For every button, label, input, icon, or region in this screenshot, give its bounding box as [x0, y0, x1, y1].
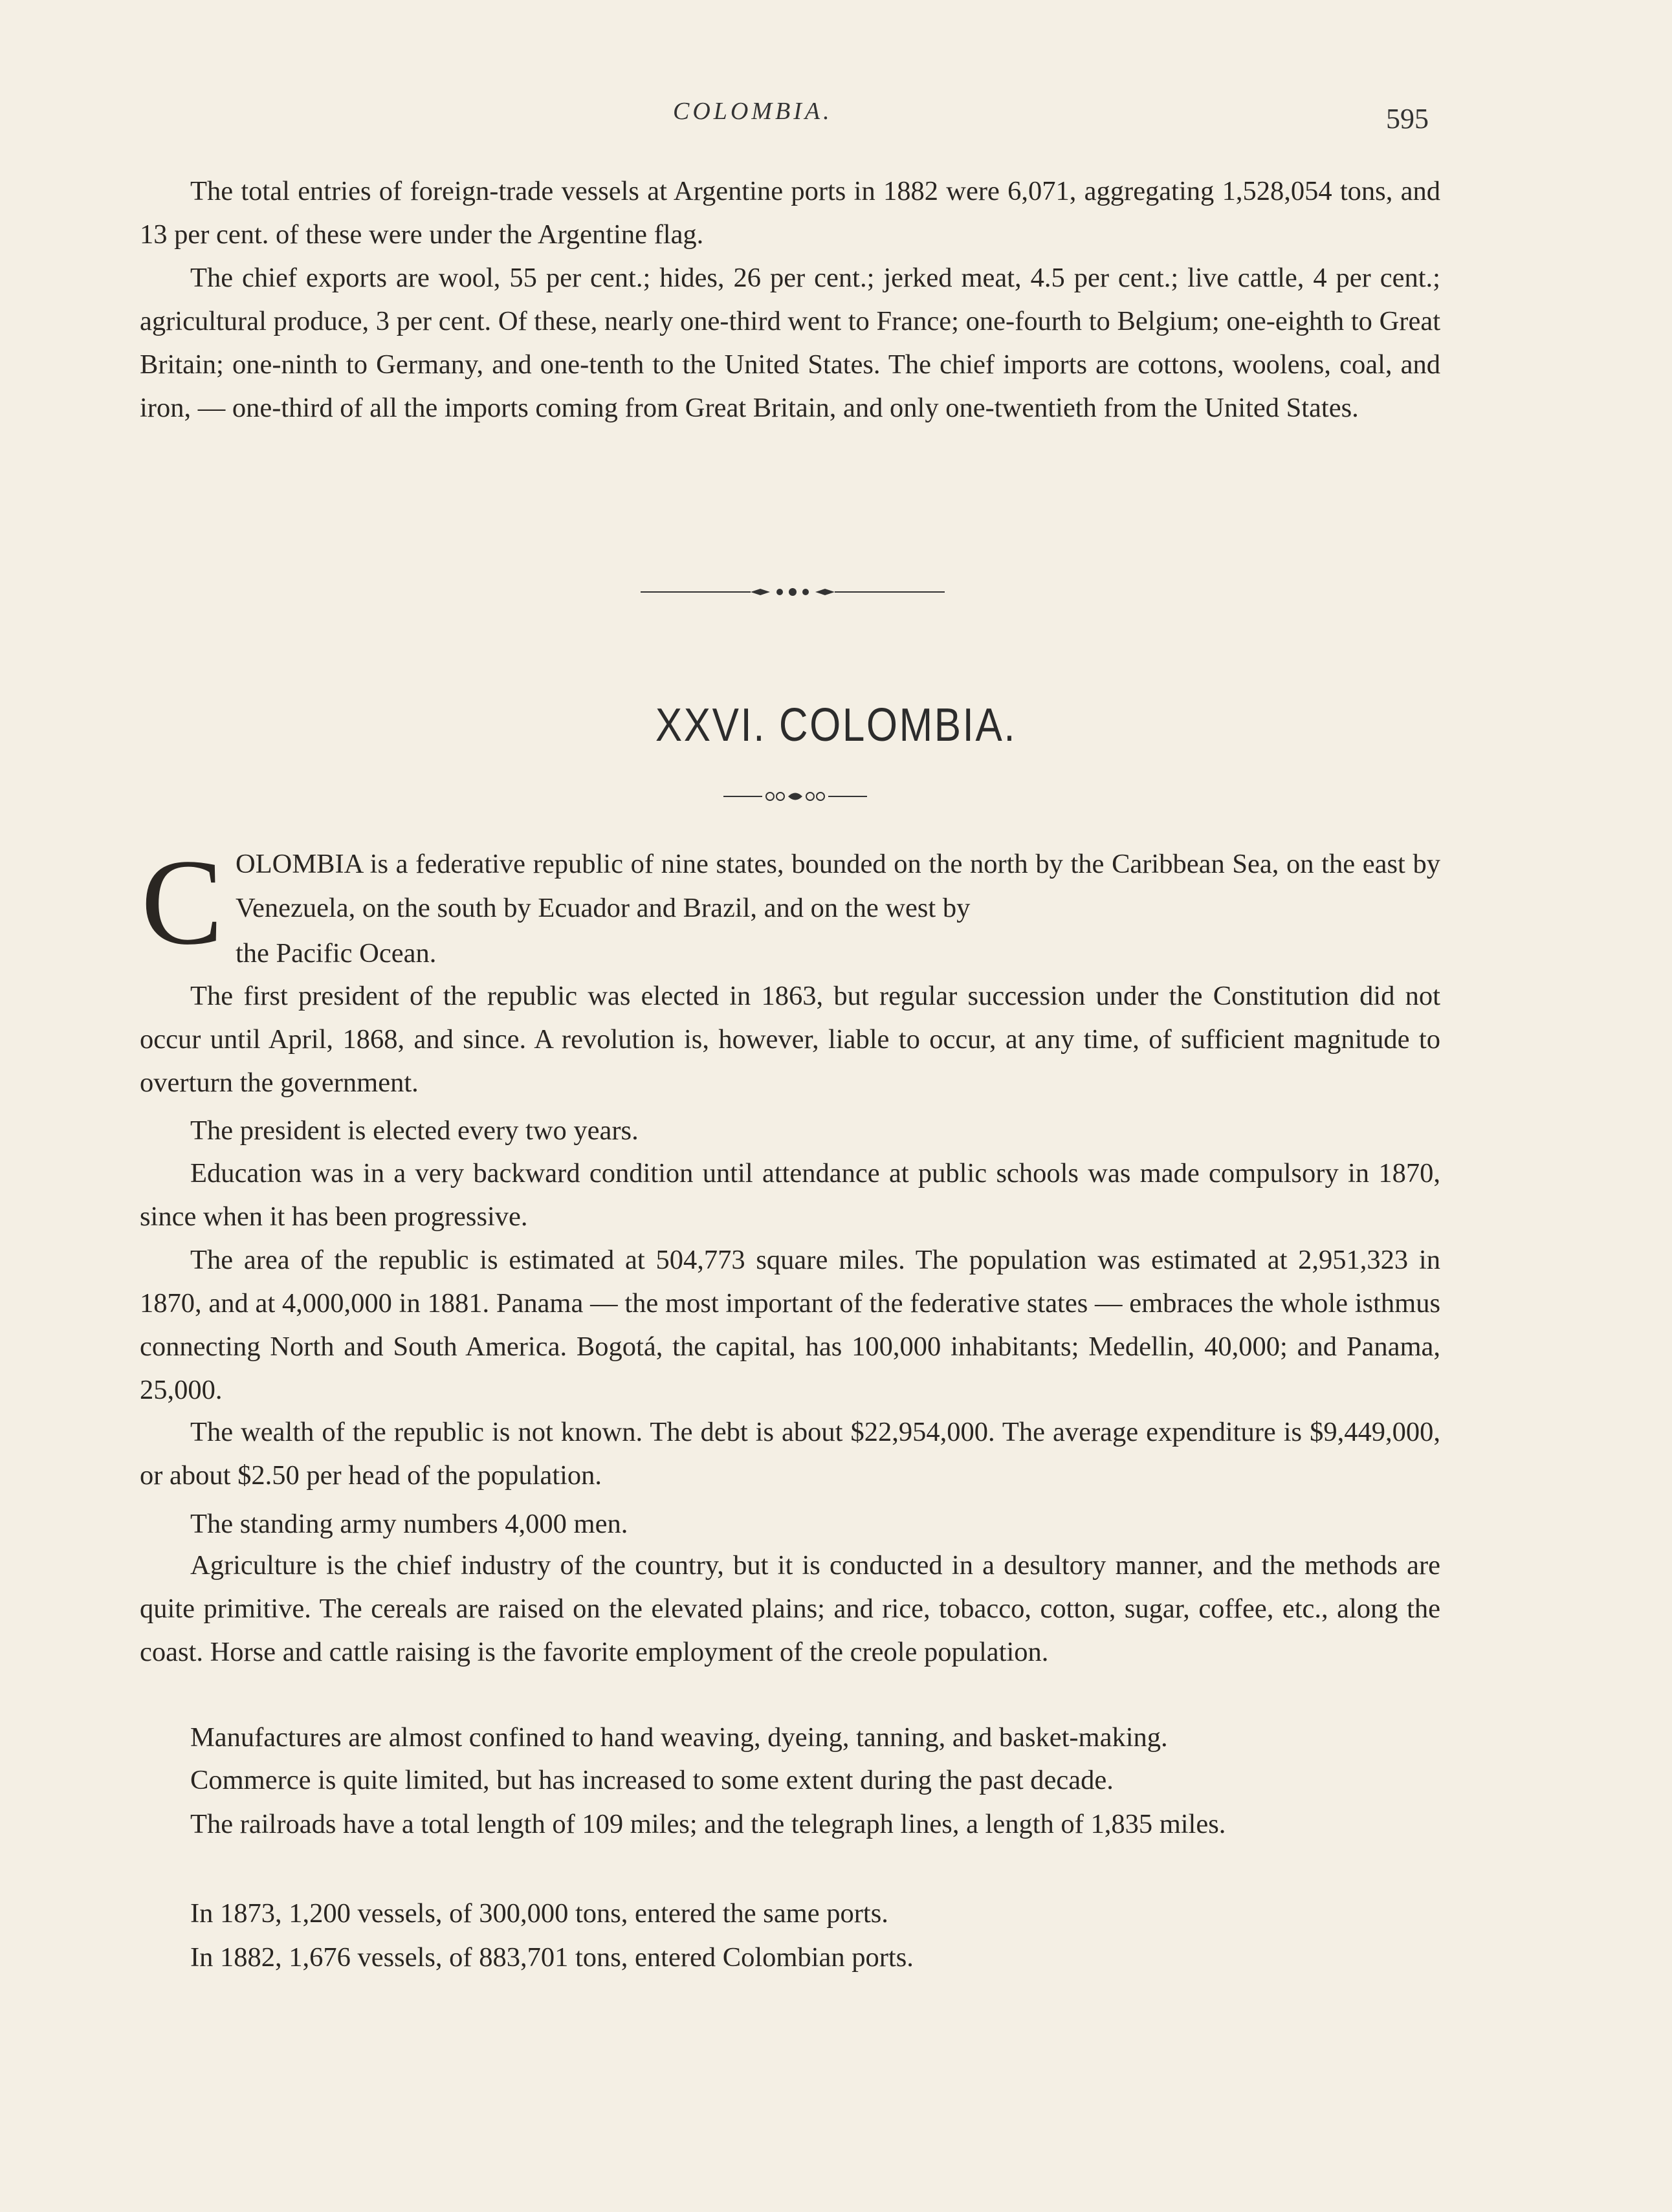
education-paragraph: Education was in a very backward condition until attendance at public schools was made compulsory in 1870, since when it has been progressive.: [140, 1158, 1440, 1232]
agriculture-paragraph: Agriculture is the chief industry of the country, but it is conducted in a desultory manner, and the methods are quite primitive. The cereals are raised on the elevated plains; and rice, tobacco, cotton, sugar, coffee, etc., along the coast. Horse and cattle raising is the favorite employment of the creole population.: [140, 1550, 1440, 1667]
commerce-paragraph: Commerce is quite limited, but has increased to some extent during the past decade.: [190, 1765, 1114, 1795]
section-divider-ornament: [641, 582, 945, 602]
army-paragraph: The standing army numbers 4,000 men.: [190, 1509, 628, 1539]
running-head: COLOMBIA.: [673, 98, 833, 125]
railroads-paragraph: The railroads have a total length of 109 miles; and the telegraph lines, a length of 1,835 miles.: [190, 1809, 1226, 1839]
argentina-trade-paragraph: The total entries of foreign-trade vessels at Argentine ports in 1882 were 6,071, aggregating 1,528,054 tons, and 13 per cent. of these were under the Argentine flag.: [140, 176, 1440, 250]
area-population-paragraph: The area of the republic is estimated at 504,773 square miles. The population was estimated at 2,951,323 in 1870, and at 4,000,000 in 1881. Panama — the most important of the federative states — embraces the whole isthmus connecting North and South America. Bogotá, the capital, has 100,000 inhabitants; Medellin, 40,000; and Panama, 25,000.: [140, 1245, 1440, 1405]
lead-paragraph-end: the Pacific Ocean.: [236, 938, 437, 969]
election-paragraph: The president is elected every two years.: [190, 1115, 639, 1146]
finance-paragraph: The wealth of the republic is not known. The debt is about $22,954,000. The average expenditure is $9,449,000, or about $2.50 per head of the population.: [140, 1417, 1440, 1491]
title-flourish-ornament: [723, 789, 867, 804]
vessels-1873-paragraph: In 1873, 1,200 vessels, of 300,000 tons, entered the same ports.: [190, 1898, 888, 1929]
page-number: 595: [1386, 103, 1429, 135]
presidency-paragraph: The first president of the republic was elected in 1863, but regular succession under the Constitution did not occur until April, 1868, and since. A revolution is, however, liable to occur, at any time, of sufficient magnitude to overturn the government.: [140, 981, 1440, 1098]
drop-cap: C: [141, 835, 223, 970]
argentina-exports-paragraph: The chief exports are wool, 55 per cent.; hides, 26 per cent.; jerked meat, 4.5 per cent.; live cattle, 4 per cent.; agricultural produce, 3 per cent. Of these, nearly one-third went to France; one-fourth to Belgium; one-eighth to Great Britain; one-ninth to Germany, and one-tenth to the United States. The chief imports are cottons, woolens, coal, and iron, — one-third of all the imports coming from Great Britain, and only one-twentieth from the United States.: [140, 263, 1440, 423]
vessels-1882-paragraph: In 1882, 1,676 vessels, of 883,701 tons, entered Colombian ports.: [190, 1942, 914, 1973]
section-title: XXVI. COLOMBIA.: [655, 699, 1017, 751]
lead-paragraph: OLOMBIA is a federative republic of nine states, bounded on the north by the Caribbean Sea, on the east by Venezuela, on the south by Ecuador and Brazil, and on the west by: [236, 849, 1440, 923]
manufactures-paragraph: Manufactures are almost confined to hand weaving, dyeing, tanning, and basket-making.: [190, 1722, 1168, 1753]
